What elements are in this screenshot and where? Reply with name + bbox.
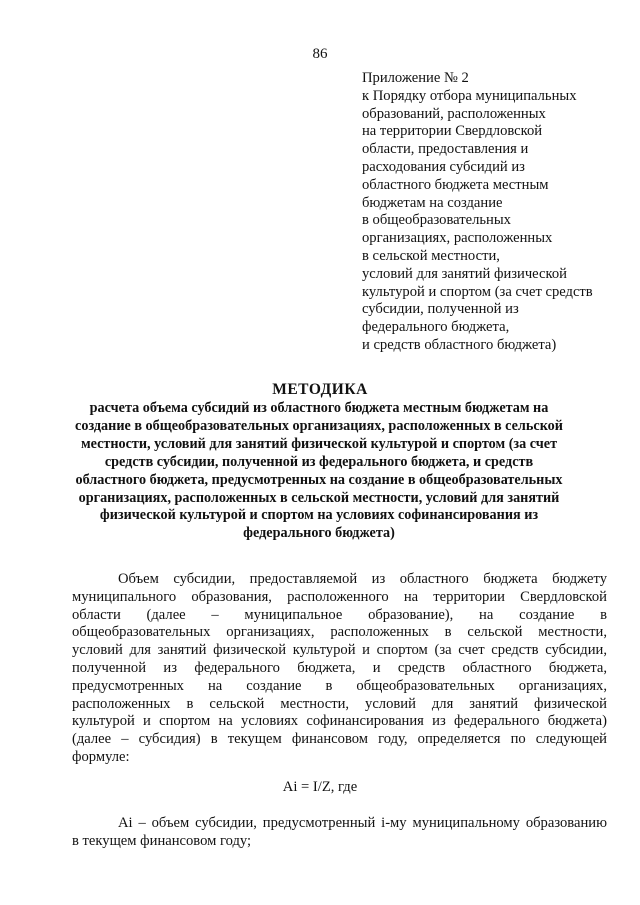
appendix-line: организациях, расположенных xyxy=(362,230,553,247)
appendix-line: областного бюджета местным xyxy=(362,176,549,193)
page-number: 86 xyxy=(312,46,328,62)
appendix-line: Приложение № 2 xyxy=(362,70,469,86)
subtitle-line: областного бюджета, предусмотренных на создание в общеобразовательных xyxy=(75,471,563,488)
appendix-line: в общеобразовательных xyxy=(362,212,511,229)
appendix-line: условий для занятий физической xyxy=(362,265,567,282)
subtitle-line: организациях, расположенных в сельской местности, условий для занятий xyxy=(78,489,560,506)
paragraph-line: общеобразовательных организациях, расположенных в сельской местности, xyxy=(72,624,607,641)
appendix-header xyxy=(362,70,634,355)
appendix-line: на территории Свердловской xyxy=(362,123,543,140)
methodology-title: МЕТОДИКА xyxy=(272,381,368,398)
paragraph-line: предусмотренных на создание в общеобразовательных организациях, xyxy=(72,677,607,694)
paragraph-line: условий для занятий физической культурой и спортом (за счет средств субсидии, xyxy=(72,642,607,659)
methodology-subtitle xyxy=(60,400,578,543)
paragraph-line: формуле: xyxy=(72,748,130,765)
appendix-line: и средств областного бюджета) xyxy=(362,336,557,353)
subtitle-line: федерального бюджета) xyxy=(243,525,395,542)
subtitle-line: местности, условий для занятий физической культурой и спортом (за счет xyxy=(80,435,558,452)
paragraph-ai-definition xyxy=(72,815,607,851)
appendix-line: культурой и спортом (за счет средств xyxy=(362,283,593,300)
paragraph-line: Ai – объем субсидии, предусмотренный i-му муниципальному образованию xyxy=(118,815,607,831)
formula: Ai = I/Z, где xyxy=(282,779,358,795)
appendix-line: федерального бюджета, xyxy=(362,319,510,336)
subtitle-line: расчета объема субсидий из областного бюджета местным бюджетам на xyxy=(89,400,549,416)
paragraph-line: (далее – субсидия) в текущем финансовом году, определяется по следующей xyxy=(72,731,607,748)
paragraph-line: муниципального образования, расположенного на территории Свердловской xyxy=(72,588,607,605)
paragraph-subsidy-volume xyxy=(72,571,607,767)
appendix-line: в сельской местности, xyxy=(362,247,500,264)
paragraph-line: в текущем финансовом году; xyxy=(72,832,252,849)
paragraph-line: полученной из федерального бюджета, и средств областного бюджета, xyxy=(72,659,607,676)
paragraph-line: культурой и спортом на условиях софинансирования из федерального бюджета) xyxy=(72,713,607,730)
subtitle-line: физической культурой и спортом на условиях софинансирования из xyxy=(99,507,539,524)
appendix-line: области, предоставления и xyxy=(362,141,529,158)
appendix-line: субсидии, полученной из xyxy=(362,301,519,318)
paragraph-line: Объем субсидии, предоставляемой из областного бюджета бюджету xyxy=(118,571,607,587)
paragraph-line: области (далее – муниципальное образование), на создание в xyxy=(72,606,607,623)
subtitle-line: средств субсидии, полученной из федерального бюджета, и средств xyxy=(104,453,534,470)
appendix-line: бюджетам на создание xyxy=(362,194,503,211)
appendix-line: образований, расположенных xyxy=(362,105,546,122)
appendix-line: расходования субсидий из xyxy=(362,158,525,175)
appendix-line: к Порядку отбора муниципальных xyxy=(362,87,577,104)
paragraph-line: расположенных в сельской местности, условий для занятий физической xyxy=(72,695,607,712)
subtitle-line: создание в общеобразовательных организациях, расположенных в сельской xyxy=(75,417,563,434)
